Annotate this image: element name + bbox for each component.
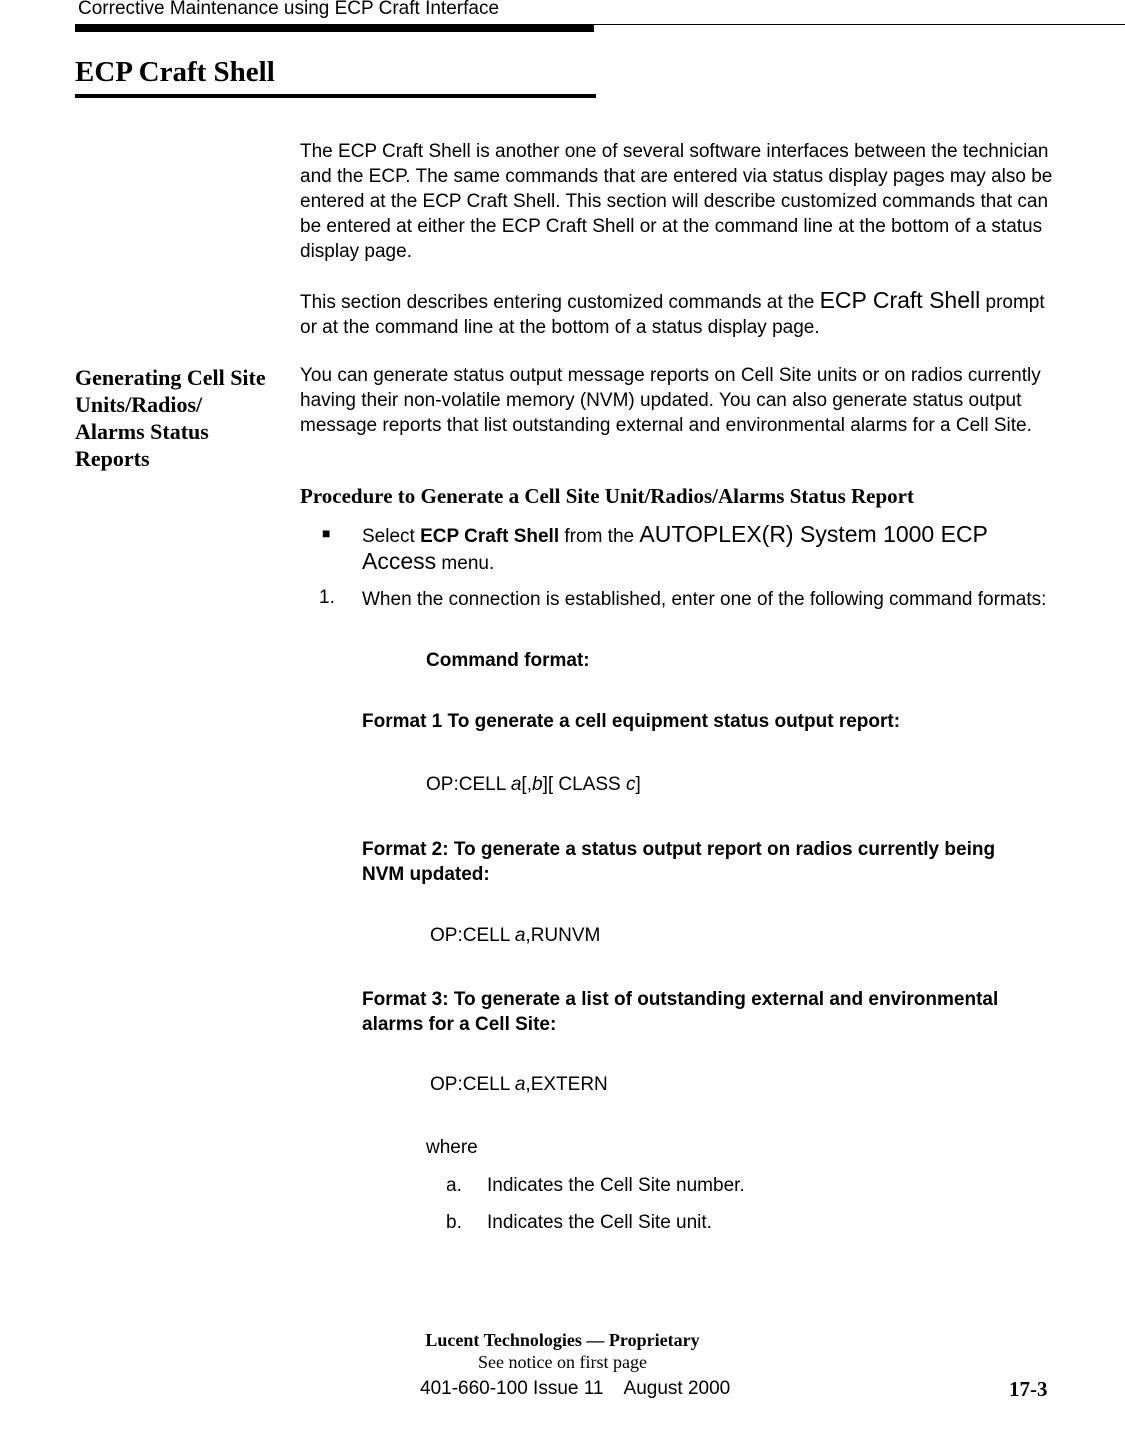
procedure-heading: Procedure to Generate a Cell Site Unit/Radios/Alarms Status Report — [300, 484, 914, 508]
format2-label: Format 2: To generate a status output report on radios currently being NVM updated: — [362, 839, 996, 885]
bullet-select-word: Select — [362, 526, 421, 547]
format3-label: Format 3: To generate a list of outstanding external and environmental alarms for a Cell Site: — [362, 989, 999, 1035]
format1-arg-c: c — [625, 774, 636, 795]
section-title: ECP Craft Shell — [75, 56, 275, 88]
format1-label: Format 1 To generate a cell equipment status output report: — [362, 711, 901, 732]
footer-page-number: 17-3 — [1009, 1377, 1048, 1401]
format2-cmd-suffix: ,RUNVM — [525, 925, 601, 946]
format1-end: ] — [635, 774, 641, 795]
format2-arg-a: a — [514, 925, 526, 946]
format1-command — [426, 774, 641, 796]
running-header: Corrective Maintenance using ECP Craft Interface — [78, 0, 500, 19]
format3-arg-a: a — [514, 1074, 526, 1095]
format3-cmd-prefix: OP:CELL — [430, 1074, 515, 1095]
format1-mid2: ][ CLASS — [542, 774, 626, 795]
intro-paragraph-2 — [300, 288, 1060, 340]
intro-paragraph-1: The ECP Craft Shell is another one of several software interfaces between the technician and the ECP. The same commands that are entered via status display pages may also be entered at the ECP Craft Shell. This section will describe customized commands that can be entered at either the ECP Craft Shell or at the command line at the bottom of a status display page. — [300, 141, 1053, 262]
side-heading: Generating Cell Site Units/Radios/ Alarms Status Reports — [75, 365, 266, 471]
format2-command — [430, 925, 600, 947]
header-rule-thick — [75, 25, 594, 32]
subsection-paragraph: You can generate status output message reports on Cell Site units or on radios currently having their non-volatile memory (NVM) updated. You can also generate status output message reports that list outstanding external and environmental alarms for a Cell Site. — [300, 365, 1041, 436]
where-item-text: Indicates the Cell Site number. — [487, 1175, 745, 1196]
format3-cmd-suffix: ,EXTERN — [525, 1074, 608, 1095]
footer-doc-info: 401-660-100 Issue 11 August 2000 — [420, 1378, 731, 1399]
where-item-text: Indicates the Cell Site unit. — [487, 1212, 712, 1233]
bullet-square-icon: ■ — [322, 525, 331, 541]
format2-cmd-prefix: OP:CELL — [430, 925, 515, 946]
intro-p2-emphasis: ECP Craft Shell — [819, 287, 981, 313]
where-label: where — [426, 1137, 478, 1158]
bullet-menu-item: ECP Craft Shell — [420, 526, 560, 547]
where-item-letter: a. — [446, 1175, 462, 1196]
format1-arg-a: a — [510, 774, 522, 795]
step-text: When the connection is established, enter one of the following command formats: — [362, 589, 1047, 610]
bullet-select-instruction — [362, 522, 1062, 576]
bullet-from-word: from the — [559, 526, 640, 547]
format1-cmd-prefix: OP:CELL — [426, 774, 511, 795]
footer-notice: See notice on first page — [478, 1352, 647, 1372]
bullet-menu-name: AUTOPLEX(R) System 1000 ECP Access — [362, 521, 988, 574]
format1-mid1: [, — [521, 774, 532, 795]
section-title-rule — [75, 94, 596, 98]
format3-command — [430, 1074, 608, 1096]
step-number: 1. — [319, 587, 335, 608]
command-format-label: Command format: — [426, 650, 590, 671]
footer-company: Lucent Technologies — Proprietary — [425, 1330, 700, 1350]
bullet-menu-suffix: menu. — [436, 553, 495, 574]
format1-arg-b: b — [531, 774, 543, 795]
intro-p2-after: prompt or at the command line at the bottom of a status display page. — [300, 292, 1045, 338]
intro-p2-before: This section describes entering customized commands at the — [300, 292, 820, 313]
where-item-letter: b. — [446, 1212, 462, 1233]
